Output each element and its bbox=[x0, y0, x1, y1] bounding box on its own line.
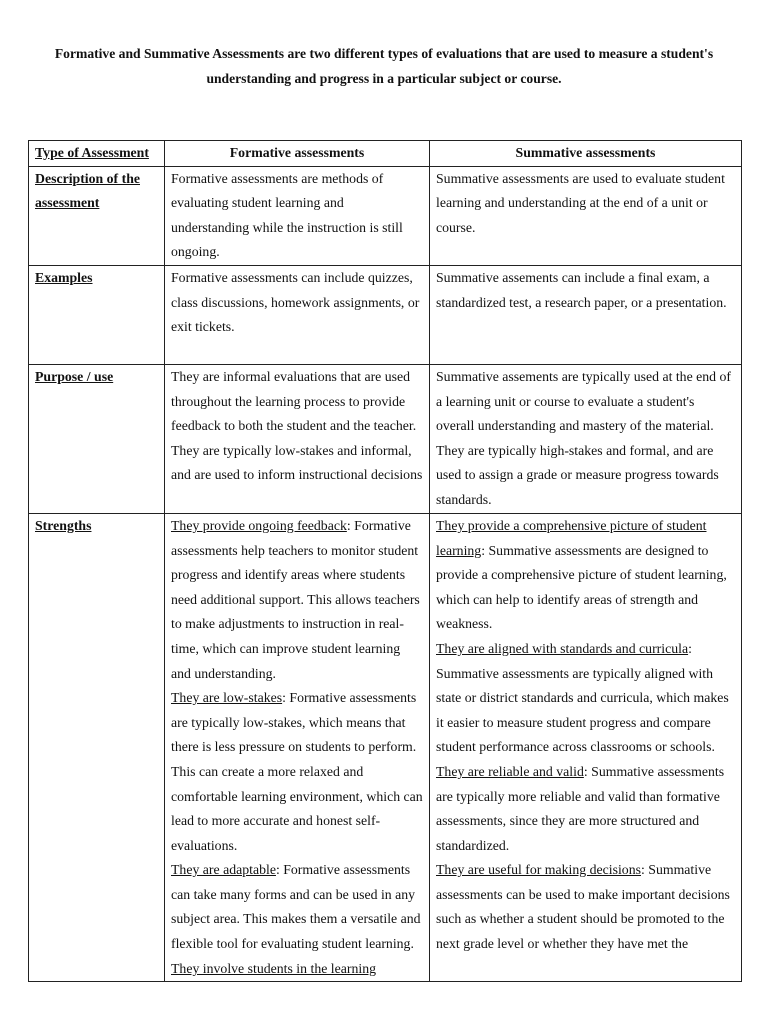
strength-text: : Summative assessments can be used to make important decisions such as whether a student should be promoted to the next grade level or whether they have met the bbox=[436, 862, 730, 952]
table-row-strengths bbox=[29, 513, 742, 981]
strength-text: : Formative assessments help teachers to monitor student progress and identify areas where students need additional support. This allows teachers to make adjustments to instruction in real-time, which can improve student learning and understanding. bbox=[171, 517, 420, 681]
cell-examples-formative: Formative assessments can include quizzes, class discussions, homework assignments, or exit tickets. bbox=[165, 265, 430, 364]
table-row-examples bbox=[29, 265, 742, 364]
strength-text: : Summative assessments are typically more reliable and valid than formative assessments, since they are more structured and standardized. bbox=[436, 763, 725, 853]
row-label-strengths: Strengths bbox=[29, 513, 165, 981]
strength-heading: They are low-stakes bbox=[171, 690, 283, 706]
cell-description-formative: Formative assessments are methods of evaluating student learning and understanding while the instruction is still ongoing. bbox=[165, 166, 430, 265]
cell-strengths-formative bbox=[165, 513, 430, 981]
strength-text: : Summative assessments are typically aligned with state or district standards and curricula, which makes it easier to measure student progress and compare student performance across classrooms or schools. bbox=[436, 640, 729, 755]
cell-purpose-summative: Summative assements are typically used at the end of a learning unit or course to evaluate a student's overall understanding and mastery of the material. They are typically high-stakes and formal, and are used to assign a grade or measure progress towards standards. bbox=[430, 364, 742, 513]
strength-heading: They are aligned with standards and curricula bbox=[436, 640, 689, 656]
assessment-comparison-table bbox=[28, 140, 742, 982]
table-row-purpose bbox=[29, 364, 742, 513]
row-label-description: Description of the assessment bbox=[29, 166, 165, 265]
header-type-of-assessment: Type of Assessment bbox=[29, 141, 165, 167]
cell-purpose-formative: They are informal evaluations that are used throughout the learning process to provide feedback to both the student and the teacher. They are typically low-stakes and informal, and are used to inform instructional decisions bbox=[165, 364, 430, 513]
strength-heading: They involve students in the learning bbox=[171, 960, 376, 976]
strength-text: : Formative assessments are typically low-stakes, which means that there is less pressure on students to perform. This can create a more relaxed and comfortable learning environment, which can lead to more accurate and honest self-evaluations. bbox=[171, 690, 423, 853]
row-label-purpose: Purpose / use bbox=[29, 364, 165, 513]
strength-text: : Summative assessments are designed to provide a comprehensive picture of student learning, which can help to identify areas of strength and weakness. bbox=[436, 542, 727, 632]
cell-description-summative: Summative assessments are used to evaluate student learning and understanding at the end of a unit or course. bbox=[430, 166, 742, 265]
strength-heading: They provide ongoing feedback bbox=[171, 517, 347, 533]
row-label-examples: Examples bbox=[29, 265, 165, 364]
table-row-description bbox=[29, 166, 742, 265]
document-title: Formative and Summative Assessments are two different types of evaluations that are used to measure a student's understanding and progress in a particular subject or course. bbox=[54, 46, 714, 86]
cell-strengths-summative bbox=[430, 513, 742, 981]
table-header-row bbox=[29, 141, 742, 167]
header-formative: Formative assessments bbox=[165, 141, 430, 167]
strength-heading: They are useful for making decisions bbox=[436, 862, 641, 878]
strength-heading: They are reliable and valid bbox=[436, 763, 584, 779]
strength-text: : Formative assessments can take many forms and can be used in any subject area. This makes them a versatile and flexible tool for evaluating student learning. bbox=[171, 862, 421, 952]
strength-heading: They provide a comprehensive picture of student learning bbox=[436, 517, 707, 558]
cell-examples-summative: Summative assements can include a final exam, a standardized test, a research paper, or a presentation. bbox=[430, 265, 742, 364]
strength-heading: They are adaptable bbox=[171, 862, 276, 878]
header-summative: Summative assessments bbox=[430, 141, 742, 167]
